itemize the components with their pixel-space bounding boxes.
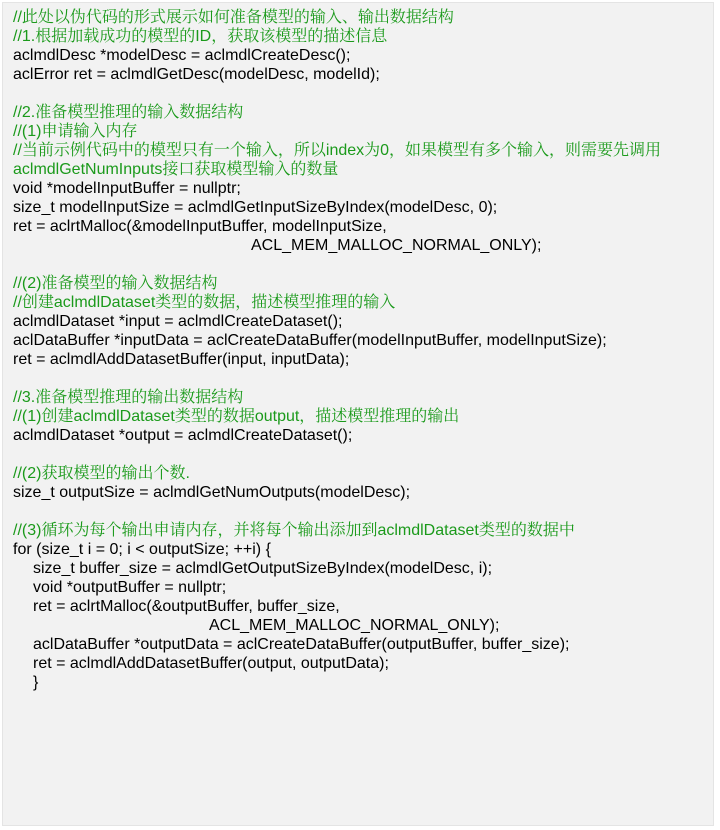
code-line: size_t modelInputSize = aclmdlGetInputSizeByIndex(modelDesc, 0); (13, 199, 498, 216)
code-comment-line: //(1)创建aclmdlDataset类型的数据output，描述模型推理的输出 (13, 408, 460, 425)
blank-line (13, 445, 713, 464)
code-line: for (size_t i = 0; i < outputSize; ++i) { (13, 541, 271, 558)
code-line: aclDataBuffer *inputData = aclCreateDataBuffer(modelInputBuffer, modelInputSize); (13, 332, 607, 349)
code-line: ret = aclmdlAddDatasetBuffer(output, outputData); (33, 655, 389, 672)
code-line: aclmdlDataset *output = aclmdlCreateDataset(); (13, 427, 353, 444)
code-line: ACL_MEM_MALLOC_NORMAL_ONLY); (209, 617, 500, 634)
code-comment-line: aclmdlGetNumInputs接口获取模型输入的数量 (13, 161, 339, 178)
code-line: ret = aclrtMalloc(&modelInputBuffer, modelInputSize, (13, 218, 387, 235)
code-line: void *modelInputBuffer = nullptr; (13, 180, 241, 197)
code-line: aclmdlDesc *modelDesc = aclmdlCreateDesc(); (13, 47, 351, 64)
code-line: ret = aclrtMalloc(&outputBuffer, buffer_size, (33, 598, 340, 615)
code-line: aclError ret = aclmdlGetDesc(modelDesc, modelId); (13, 66, 380, 83)
code-line: ret = aclmdlAddDatasetBuffer(input, inputData); (13, 351, 350, 368)
code-comment-line: //此处以伪代码的形式展示如何准备模型的输入、输出数据结构 (13, 9, 454, 26)
code-comment-line: //(3)循环为每个输出申请内存，并将每个输出添加到aclmdlDataset类型的数据中 (13, 522, 575, 539)
blank-line (13, 502, 713, 521)
code-line: aclmdlDataset *input = aclmdlCreateDataset(); (13, 313, 343, 330)
blank-line (13, 369, 713, 388)
code-line: aclDataBuffer *outputData = aclCreateDataBuffer(outputBuffer, buffer_size); (33, 636, 570, 653)
code-comment-line: //3.准备模型推理的输出数据结构 (13, 389, 244, 406)
code-comment-line: //(1)申请输入内存 (13, 123, 138, 140)
code-comment-line: //(2)获取模型的输出个数. (13, 465, 190, 482)
code-line: } (33, 674, 39, 691)
code-block (2, 2, 714, 826)
code-line: size_t outputSize = aclmdlGetNumOutputs(modelDesc); (13, 484, 411, 501)
code-line: size_t buffer_size = aclmdlGetOutputSizeByIndex(modelDesc, i); (33, 560, 493, 577)
code-line: void *outputBuffer = nullptr; (33, 579, 227, 596)
code-comment-line: //(2)准备模型的输入数据结构 (13, 275, 218, 292)
code-comment-line: //1.根据加载成功的模型的ID，获取该模型的描述信息 (13, 28, 388, 45)
blank-line (13, 84, 713, 103)
code-line: ACL_MEM_MALLOC_NORMAL_ONLY); (251, 237, 542, 254)
code-comment-line: //2.准备模型推理的输入数据结构 (13, 104, 244, 121)
code-comment-line: //创建aclmdlDataset类型的数据，描述模型推理的输入 (13, 294, 396, 311)
code-comment-line: //当前示例代码中的模型只有一个输入，所以index为0，如果模型有多个输入，则需要先调用 (13, 142, 662, 159)
blank-line (13, 255, 713, 274)
